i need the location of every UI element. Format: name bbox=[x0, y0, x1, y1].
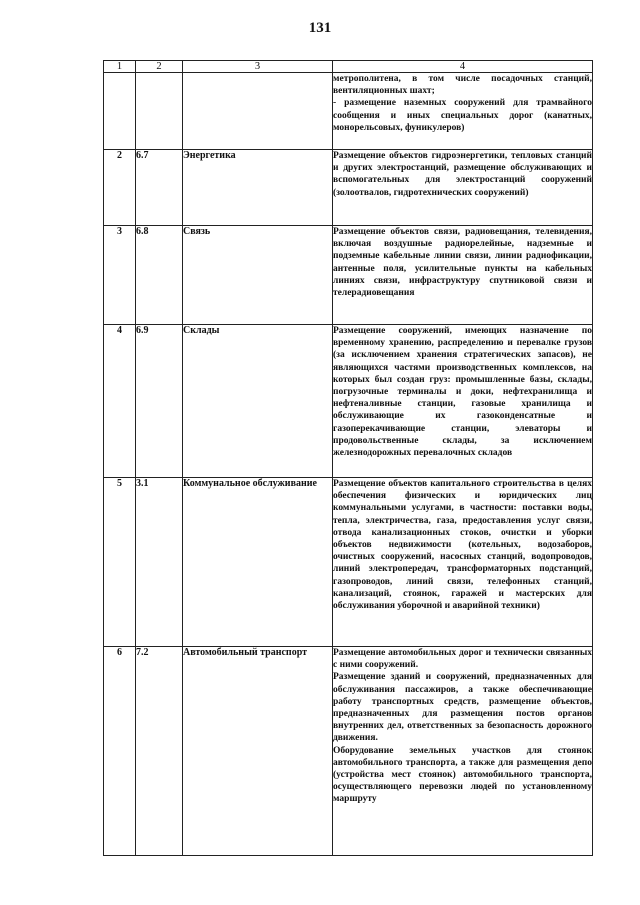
use-name-cell: Связь bbox=[183, 226, 333, 325]
use-name-cell: Склады bbox=[183, 325, 333, 478]
description-paragraph: Размещение сооружений, имеющих назначение по временному хранению, распределению и перевалке грузов (за исключением хранения стратегических запасов), не являющихся частями производственных комплексов, на которых был создан груз: промышленные базы, склады, погрузочные терминалы и доки, нефтехранилища и нефтеналивные станции, газовые хранилища и обслуживающие их газоконденсатные и газоперекачивающие станции, элеваторы и продовольственные склады, за исключением железнодорожных перевалочных складов bbox=[333, 326, 592, 459]
description-cell bbox=[333, 150, 593, 226]
description-cell bbox=[333, 478, 593, 647]
description-paragraph: Размещение автомобильных дорог и технически связанных с ними сооружений. bbox=[333, 648, 592, 671]
table-row bbox=[104, 647, 593, 856]
row-number-cell: 5 bbox=[104, 478, 136, 647]
description-paragraph: - размещение наземных сооружений для трамвайного сообщения и иных специальных дорог (канатных, монорельсовых, фуникулеров) bbox=[333, 98, 592, 133]
land-use-table bbox=[103, 60, 593, 856]
row-number-cell: 2 bbox=[104, 150, 136, 226]
column-header: 4 bbox=[333, 61, 593, 73]
code-cell: 3.1 bbox=[136, 478, 183, 647]
column-header: 1 bbox=[104, 61, 136, 73]
description-cell bbox=[333, 325, 593, 478]
code-cell bbox=[136, 73, 183, 150]
description-cell bbox=[333, 647, 593, 856]
code-cell: 6.8 bbox=[136, 226, 183, 325]
code-cell: 7.2 bbox=[136, 647, 183, 856]
description-cell bbox=[333, 226, 593, 325]
table-row bbox=[104, 325, 593, 478]
use-name-cell: Автомобильный транспорт bbox=[183, 647, 333, 856]
row-number-cell: 6 bbox=[104, 647, 136, 856]
use-name-cell: Энергетика bbox=[183, 150, 333, 226]
code-cell: 6.9 bbox=[136, 325, 183, 478]
row-number-cell: 3 bbox=[104, 226, 136, 325]
table-row bbox=[104, 150, 593, 226]
table-row bbox=[104, 73, 593, 150]
description-paragraph: Оборудование земельных участков для стоянок автомобильного транспорта, а также для размещения депо (устройства мест стоянок) автомобильного транспорта, осуществляющего перевозки людей по установленному маршруту bbox=[333, 745, 592, 805]
table-row bbox=[104, 478, 593, 647]
row-number-cell bbox=[104, 73, 136, 150]
table-header-row bbox=[104, 61, 593, 73]
use-name-cell bbox=[183, 73, 333, 150]
description-cell bbox=[333, 73, 593, 150]
description-paragraph: Размещение объектов гидроэнергетики, тепловых станций и других электростанций, размещение обслуживающих и вспомогательных для электростанций сооружений (золоотвалов, гидротехнических сооружений) bbox=[333, 151, 592, 198]
use-name-cell: Коммунальное обслуживание bbox=[183, 478, 333, 647]
page-number: 131 bbox=[308, 20, 332, 36]
row-number-cell: 4 bbox=[104, 325, 136, 478]
table-body bbox=[104, 73, 593, 856]
column-header: 3 bbox=[183, 61, 333, 73]
column-header: 2 bbox=[136, 61, 183, 73]
description-paragraph: метрополитена, в том числе посадочных станций, вентиляционных шахт; bbox=[333, 74, 592, 97]
code-cell: 6.7 bbox=[136, 150, 183, 226]
description-paragraph: Размещение объектов капитального строительства в целях обеспечения физических и юридических лиц коммунальными услугами, в частности: поставки воды, тепла, электричества, газа, предоставления услуг связи, отвода канализационных стоков, очистки и уборки объектов недвижимости (котельных, водозаборов, очистных сооружений, насосных станций, водопроводов, линий электропередач, трансформаторных подстанций, газопроводов, линий связи, телефонных станций, канализаций, стоянок, гаражей и мастерских для обслуживания уборочной и аварийной техники) bbox=[333, 479, 592, 612]
description-paragraph: Размещение зданий и сооружений, предназначенных для обслуживания пассажиров, а также обеспечивающие работу транспортных средств, размещение объектов, предназначенных для размещения постов органов внутренних дел, ответственных за безопасность дорожного движения. bbox=[333, 672, 592, 744]
table-row bbox=[104, 226, 593, 325]
description-paragraph: Размещение объектов связи, радиовещания, телевидения, включая воздушные радиорелейные, надземные и подземные кабельные линии связи, линии радиофикации, антенные поля, усилительные пункты на кабельных линиях связи, инфраструктуру спутниковой связи и телерадиовещания bbox=[333, 227, 592, 299]
